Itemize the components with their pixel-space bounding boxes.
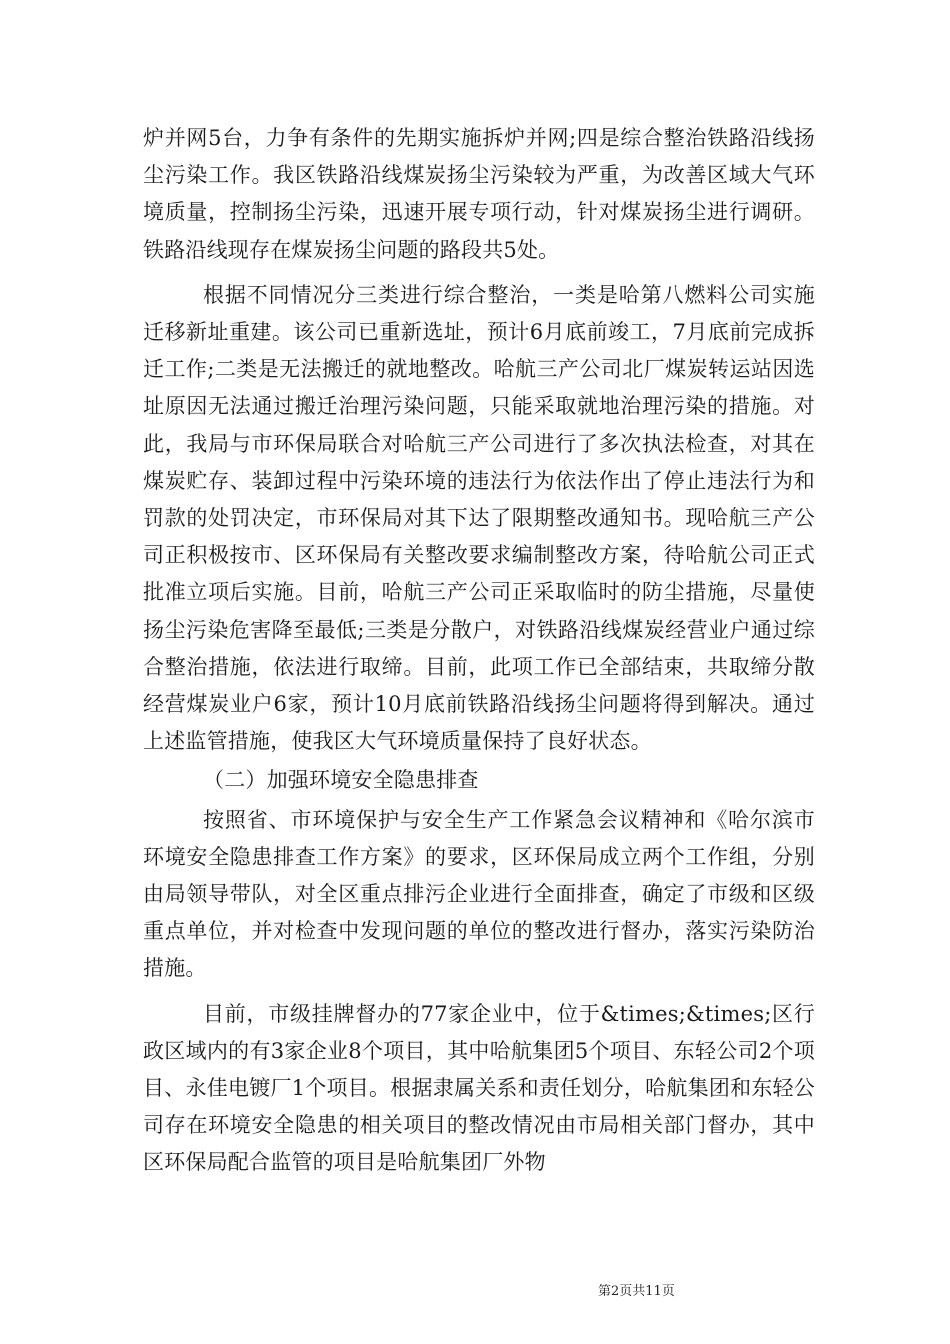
paragraph-rectification: 根据不同情况分三类进行综合整治，一类是哈第八燃料公司实施迁移新址重建。该公司已重新选址，预计6月底前竣工，7月底前完成拆迁工作;二类是无法搬迁的就地整改。哈航三产公司北厂煤炭转运站因选址原因无法通过搬迁治理污染问题，只能采取就地治理污染的措施。对此，我局与市环保局联合对哈航三产公司进行了多次执法检查，对其在煤炭贮存、装卸过程中污染环境的违法行为依法作出了停止违法行为和罚款的处罚决定，市环保局对其下达了限期整改通知书。现哈航三产公司正积极按市、区环保局有关整改要求编制整改方案，待哈航公司正式批准立项后实施。目前，哈航三产公司正采取临时的防尘措施，尽量使扬尘污染危害降至最低;三类是分散户，对铁路沿线煤炭经营业户通过综合整治措施，依法进行取缔。目前，此项工作已全部结束，共取缔分散经营煤炭业户6家，预计10月底前铁路沿线扬尘问题将得到解决。通过上述监管措施，使我区大气环境质量保持了良好状态。 <box>143 282 815 754</box>
page-number-footer: 第2页共11页 <box>598 1284 675 1299</box>
paragraph-inspection: 按照省、市环境保护与安全生产工作紧急会议精神和《哈尔滨市环境安全隐患排查工作方案》的要求，区环保局成立两个工作组，分别由局领导带队，对全区重点排污企业进行全面排查，确定了市级和区级重点单位，并对检查中发现问题的单位的整改进行督办，落实污染防治措施。 <box>143 807 815 981</box>
section-heading: （二）加强环境安全隐患排查 <box>203 768 479 793</box>
paragraph-continuation: 炉并网5台，力争有条件的先期实施拆炉并网;四是综合整治铁路沿线扬尘污染工作。我区铁路沿线煤炭扬尘污染较为严重，为改善区域大气环境质量，控制扬尘污染，迅速开展专项行动，针对煤炭扬尘进行调研。铁路沿线现存在煤炭扬尘问题的路段共5处。 <box>143 126 815 262</box>
paragraph-current-status: 目前，市级挂牌督办的77家企业中，位于&times;&times;区行政区域内的有3家企业8个项目，其中哈航集团5个项目、东轻公司2个项目、永佳电镀厂1个项目。根据隶属关系和责任划分，哈航集团和东轻公司存在环境安全隐患的相关项目的整改情况由市局相关部门督办，其中区环保局配合监管的项目是哈航集团厂外物 <box>143 1001 815 1175</box>
document-body <box>143 120 815 1182</box>
